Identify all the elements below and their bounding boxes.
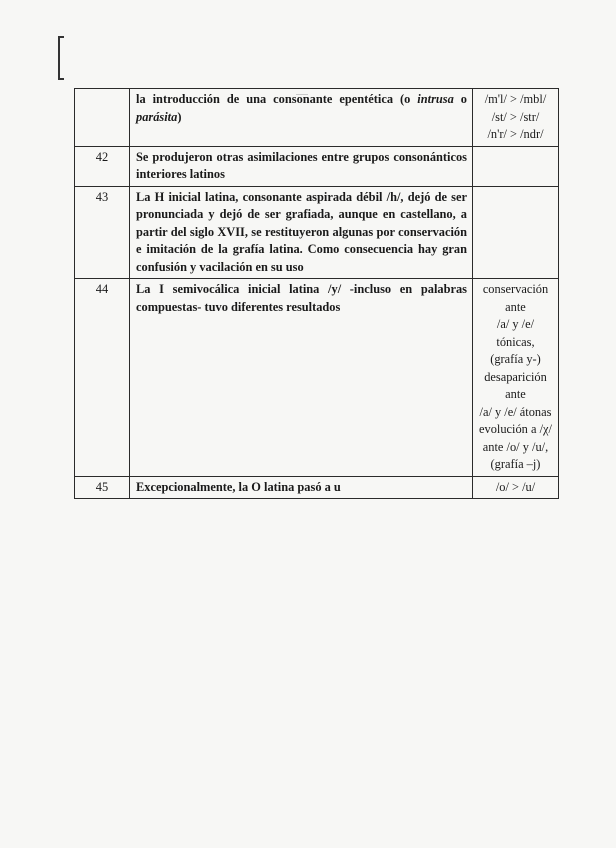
example-line: /n'r/ > /ndr/: [487, 127, 544, 141]
example-line: ante /o/ y /u/,: [482, 439, 549, 454]
row-description: La I semivocálica inicial latina /y/ -incluso en palabras compuestas- tuvo diferentes resultados: [130, 279, 473, 477]
example-line: desaparición ante: [484, 369, 547, 401]
row-number: 44: [75, 279, 130, 477]
row-number: 43: [75, 186, 130, 279]
example-line: evolución a /χ/: [479, 422, 552, 436]
row-examples: [473, 186, 559, 279]
table-row: [75, 476, 559, 499]
row-number: [75, 89, 130, 147]
example-line: (grafía y-): [490, 352, 541, 366]
table-row: [75, 89, 559, 147]
row-examples: [473, 476, 559, 499]
desc-text: la introducción de una consonante epentética (o: [136, 92, 418, 106]
table-row: [75, 186, 559, 279]
scan-bracket-mark: [58, 36, 64, 80]
example-line: /a/ y /e/ tónicas,: [496, 317, 535, 349]
row-number: 45: [75, 476, 130, 499]
example-line: /o/ > /u/: [495, 479, 536, 494]
desc-emphasis: parásita: [136, 109, 178, 124]
row-description: Se produjeron otras asimilaciones entre grupos consonánticos interiores latinos: [130, 146, 473, 186]
row-description: Excepcionalmente, la O latina pasó a u: [130, 476, 473, 499]
example-line: (grafía –j): [490, 457, 541, 471]
example-line: /st/ > /str/: [491, 109, 540, 124]
row-description: La H inicial latina, consonante aspirada débil /h/, dejó de ser pronunciada y dejó de ser grafiada, aunque en castellano, a partir del siglo XVII, se restituyeron algunas por conservación e imitación de la grafía latina. Como consecuencia hay gran confusión y vacilación en su uso: [130, 186, 473, 279]
row-examples: [473, 89, 559, 147]
example-line: /m'l/ > /mbl/: [484, 92, 547, 106]
desc-emphasis: intrusa: [417, 92, 454, 106]
table-row: [75, 279, 559, 477]
table-row: [75, 146, 559, 186]
row-examples: [473, 146, 559, 186]
row-description: [130, 89, 473, 147]
row-examples: [473, 279, 559, 477]
example-line: conservación ante: [482, 282, 549, 314]
row-number: 42: [75, 146, 130, 186]
example-line: /a/ y /e/ átonas: [479, 404, 552, 419]
phonetics-table: [74, 88, 559, 499]
desc-text: o: [453, 92, 467, 106]
desc-text: ): [177, 109, 182, 124]
